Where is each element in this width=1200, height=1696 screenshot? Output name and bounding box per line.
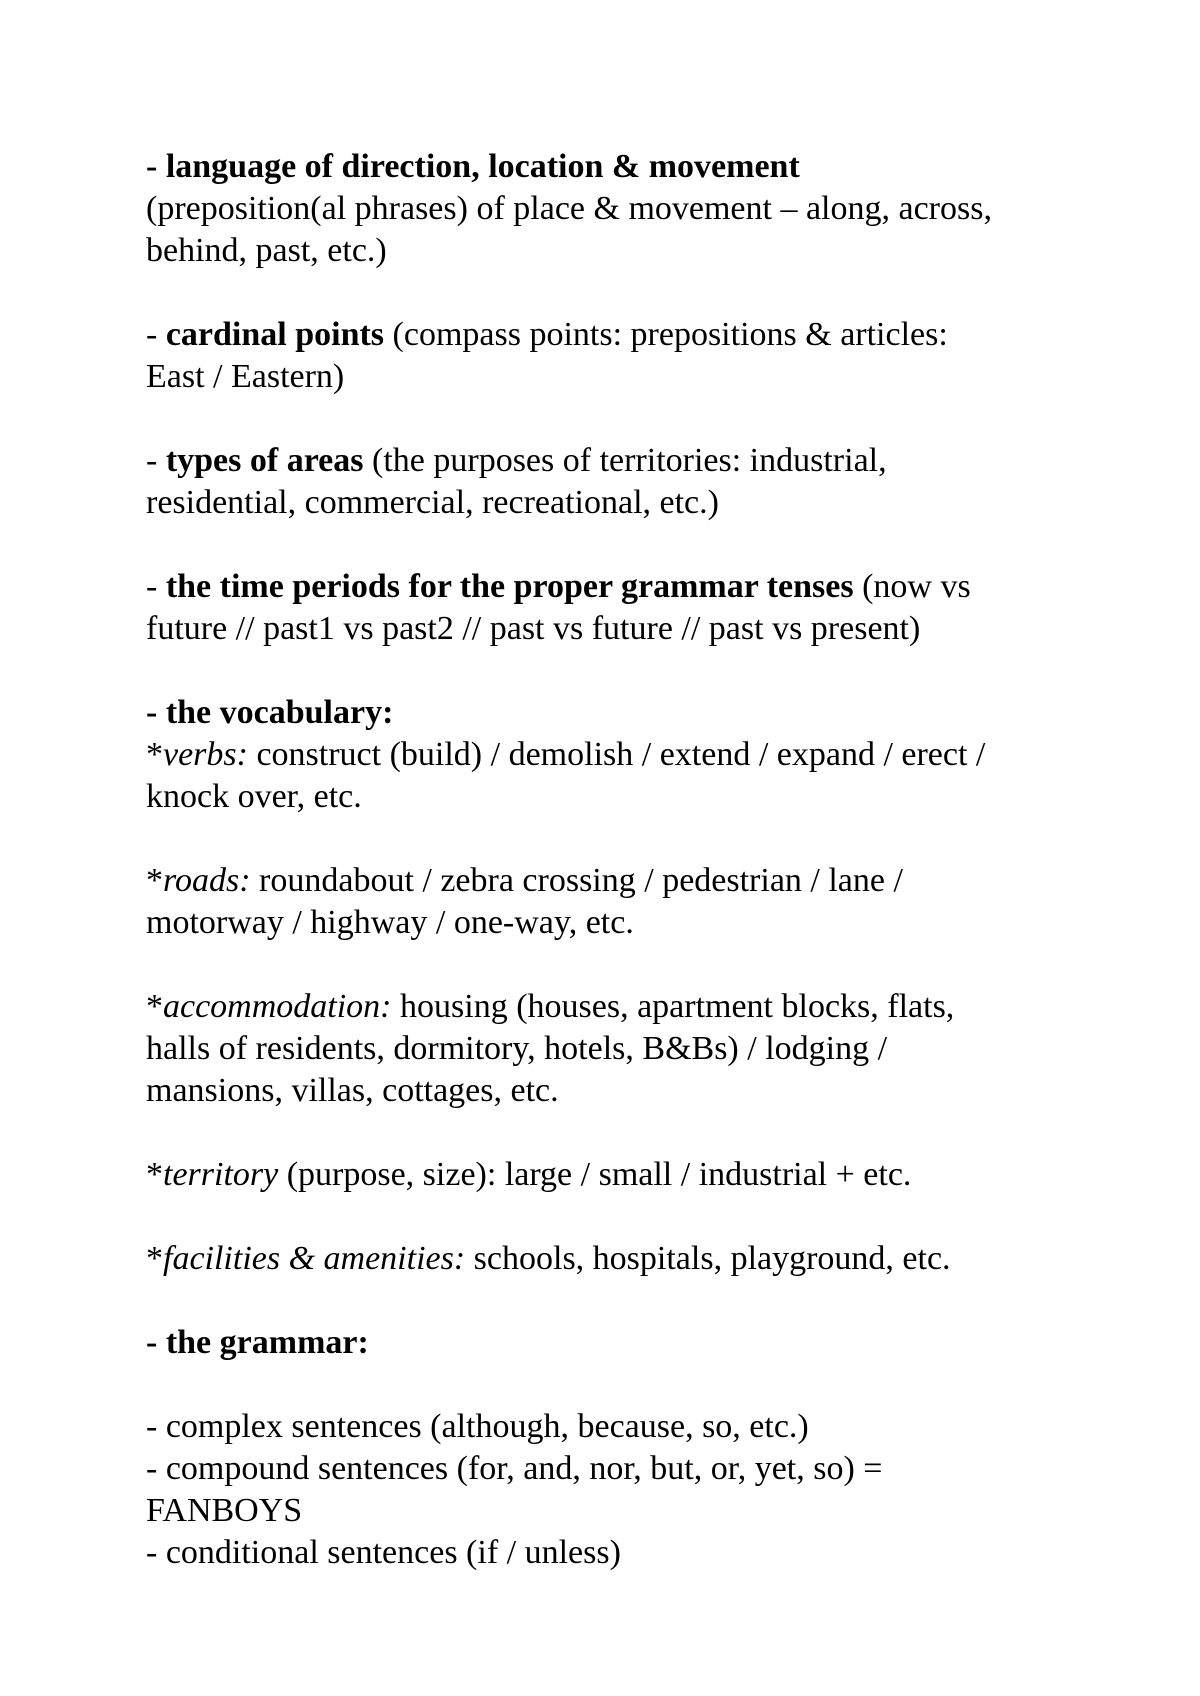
areas-line-2: residential, commercial, recreational, etc.) [146, 484, 719, 521]
roads-line-2: motorway / highway / one-way, etc. [146, 904, 634, 941]
section-facilities [146, 1238, 1086, 1280]
cardinal-heading: cardinal points [165, 316, 385, 353]
accommodation-line-1 [146, 986, 1086, 1028]
verbs-star: * [146, 736, 163, 773]
section-grammar-list [146, 1406, 1086, 1574]
document-page [146, 146, 1086, 1574]
section-accommodation [146, 986, 1086, 1112]
accommodation-label: accommodation: [163, 988, 392, 1025]
grammar-item: FANBOYS [146, 1492, 303, 1529]
direction-dash: - [146, 148, 166, 185]
cardinal-line-1 [146, 314, 1086, 356]
section-cardinal [146, 314, 1086, 398]
roads-line-1 [146, 860, 1086, 902]
roads-star: * [146, 862, 163, 899]
grammar-dash: - [146, 1324, 166, 1361]
cardinal-text-1: (compass points: prepositions & articles: [384, 316, 948, 353]
section-grammar-heading [146, 1322, 1086, 1364]
facilities-text-1: schools, hospitals, playground, etc. [465, 1240, 951, 1277]
section-roads [146, 860, 1086, 944]
facilities-star: * [146, 1240, 163, 1277]
grammar-item: - complex sentences (although, because, so, etc.) [146, 1408, 809, 1445]
grammar-item: - compound sentences (for, and, nor, but, or, yet, so) = [146, 1450, 883, 1487]
cardinal-line-2: East / Eastern) [146, 358, 345, 395]
verbs-text-1: construct (build) / demolish / extend / expand / erect / [247, 736, 986, 773]
vocabulary-heading: the vocabulary: [165, 694, 394, 731]
direction-heading: language of direction, location & movement [165, 148, 800, 185]
areas-heading: types of areas [165, 442, 364, 479]
direction-text-line-1: (preposition(al phrases) of place & movement – along, across, [146, 190, 992, 227]
tenses-text-1: (now vs [853, 568, 971, 605]
verbs-label: verbs: [163, 736, 248, 773]
accommodation-star: * [146, 988, 163, 1025]
cardinal-dash: - [146, 316, 166, 353]
tenses-line-1 [146, 566, 1086, 608]
vocabulary-dash: - [146, 694, 166, 731]
areas-dash: - [146, 442, 166, 479]
areas-line-1 [146, 440, 1086, 482]
section-vocabulary-verbs [146, 692, 1086, 818]
grammar-heading-line [146, 1322, 1086, 1364]
section-territory [146, 1154, 1086, 1196]
facilities-label: facilities & amenities: [163, 1240, 466, 1277]
accommodation-line-2: halls of residents, dormitory, hotels, B&Bs) / lodging / [146, 1030, 888, 1067]
territory-star: * [146, 1156, 163, 1193]
accommodation-line-3: mansions, villas, cottages, etc. [146, 1072, 559, 1109]
facilities-line-1 [146, 1238, 1086, 1280]
tenses-line-2: future // past1 vs past2 // past vs future // past vs present) [146, 610, 921, 647]
section-areas [146, 440, 1086, 524]
section-tenses [146, 566, 1086, 650]
territory-label: territory [163, 1156, 279, 1193]
direction-text-line-2: behind, past, etc.) [146, 232, 387, 269]
verbs-line-2: knock over, etc. [146, 778, 362, 815]
territory-line-1 [146, 1154, 1086, 1196]
areas-text-1: (the purposes of territories: industrial, [363, 442, 887, 479]
accommodation-text-1: housing (houses, apartment blocks, flats, [391, 988, 955, 1025]
vocabulary-heading-line [146, 692, 1086, 734]
roads-label: roads: [163, 862, 251, 899]
grammar-item: - conditional sentences (if / unless) [146, 1534, 621, 1571]
grammar-heading: the grammar: [165, 1324, 369, 1361]
direction-heading-line [146, 146, 1086, 188]
tenses-heading: the time periods for the proper grammar tenses [165, 568, 854, 605]
verbs-line-1 [146, 734, 1086, 776]
tenses-dash: - [146, 568, 166, 605]
territory-text-1: (purpose, size): large / small / industrial + etc. [278, 1156, 912, 1193]
roads-text-1: roundabout / zebra crossing / pedestrian / lane / [250, 862, 903, 899]
section-direction [146, 146, 1086, 272]
